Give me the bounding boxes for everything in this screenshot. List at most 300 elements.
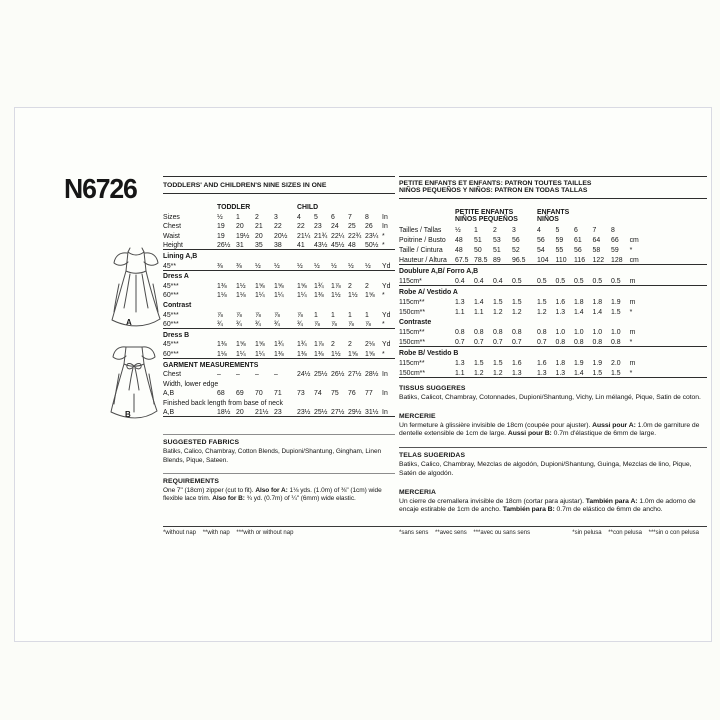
value-cell: 35 [255, 242, 263, 250]
value-cell: 28½ [365, 371, 379, 379]
value-cell: 19 [217, 232, 225, 240]
value-cell: 50½ [365, 242, 379, 250]
value-cell: 0.5 [574, 277, 584, 285]
row-label: Taille / Cintura [399, 246, 443, 254]
table-row [163, 378, 395, 388]
english-column [163, 176, 395, 503]
value-cell: 71 [274, 390, 282, 398]
table-row [163, 319, 395, 329]
table-row [399, 316, 707, 326]
table-row [163, 309, 395, 319]
value-cell: 1 [314, 311, 318, 319]
mercerie-heading: MERCERIE [399, 413, 436, 421]
value-cell: ⅞ [297, 311, 303, 319]
foreign-table-body [399, 224, 707, 378]
value-cell: 67.5 [455, 256, 469, 264]
merceria-heading: MERCERIA [399, 488, 437, 496]
value-cell: 1⅞ [314, 341, 324, 349]
value-cell: 0.7 [512, 338, 522, 346]
value-cell: 0.8 [493, 328, 503, 336]
value-cell: 1.9 [611, 298, 621, 306]
value-cell: ⅞ [365, 321, 371, 329]
value-cell: 1¼ [255, 350, 265, 358]
value-cell: 56 [537, 236, 545, 244]
value-cell: 18½ [217, 409, 231, 417]
row-label: 150cm** [399, 338, 426, 346]
value-cell: 1½ [236, 282, 246, 290]
value-cell: ½ [217, 213, 223, 221]
value-cell: 0.4 [493, 277, 503, 285]
value-cell: ⅜ [236, 262, 242, 270]
value-cell: 61 [574, 236, 582, 244]
value-cell: 1⅝ [236, 341, 246, 349]
value-cell: 0.7 [455, 338, 465, 346]
requirements-heading: REQUIREMENTS [163, 477, 219, 485]
table-row [399, 244, 707, 254]
empty-cell [630, 207, 648, 224]
value-cell: 0.4 [474, 277, 484, 285]
value-cell: 27½ [348, 371, 362, 379]
value-cell: 21¾ [314, 232, 328, 240]
value-cell: 0.8 [574, 338, 584, 346]
value-cell: 23¼ [365, 232, 379, 240]
section-heading: Doublure A,B/ Forro A,B [399, 264, 707, 275]
empty-cell [399, 207, 455, 224]
telas-section [399, 447, 707, 477]
value-cell: 21 [255, 223, 263, 231]
value-cell: 3 [274, 213, 278, 221]
group-header-row [399, 207, 707, 224]
group-petite-enfants-es: NIÑOS PEQUEÑOS [455, 216, 518, 224]
unit-cell: * [629, 308, 633, 316]
table-row [399, 234, 707, 244]
value-cell: 20½ [274, 232, 288, 240]
spanish-footnote: *sin pelusa **con pelusa ***sin o con pelusa [572, 530, 699, 536]
requirements-text [163, 487, 395, 503]
value-cell: ½ [365, 262, 371, 270]
text-segment: 0.7m d'élastique de 6mm de large. [551, 430, 657, 438]
value-cell: 1⅜ [274, 350, 284, 358]
row-label: Poitrine / Busto [399, 236, 446, 244]
empty-cell [648, 275, 707, 286]
value-cell: 1 [348, 311, 352, 319]
bold-text-segment: También para A: [585, 497, 638, 505]
unit-cell: * [629, 246, 633, 254]
text-segment: Un cierre de cremallera invisible de 18cm (cortar para ajustar). [399, 497, 586, 505]
row-label: Sizes [163, 213, 180, 221]
mercerie-text [399, 422, 707, 438]
unit-cell: * [382, 292, 385, 300]
empty-cell [648, 306, 707, 316]
value-cell: 1.5 [611, 369, 621, 377]
value-cell: 0.5 [537, 277, 547, 285]
value-cell: 19½ [236, 232, 250, 240]
row-label: 115cm** [399, 328, 425, 336]
value-cell: 8 [611, 226, 615, 234]
value-cell: 0.8 [474, 328, 484, 336]
foreign-title [399, 176, 707, 199]
unit-cell: m [629, 328, 636, 336]
table-row [163, 270, 395, 280]
group-child-label: CHILD [297, 204, 319, 211]
value-cell: 23 [274, 409, 282, 417]
footnote-rule [163, 526, 707, 527]
value-cell: 38 [274, 242, 282, 250]
group-enfants-es: NIÑOS [537, 216, 559, 224]
value-cell: 27½ [331, 409, 345, 417]
empty-cell [648, 296, 707, 306]
english-size-table [163, 201, 395, 417]
value-cell: 1¼ [297, 292, 307, 300]
value-cell: 21¼ [297, 232, 311, 240]
row-label: Chest [163, 223, 182, 231]
value-cell: – [274, 371, 278, 379]
value-cell: 1⅝ [365, 292, 375, 300]
unit-cell: m [629, 298, 636, 306]
unit-cell: Yd [382, 282, 391, 290]
value-cell: 1.0 [574, 328, 584, 336]
value-cell: 75 [331, 390, 339, 398]
foreign-footnote [399, 530, 699, 536]
value-cell: 31 [236, 242, 244, 250]
unit-cell: cm [629, 256, 639, 264]
view-a-label: A [126, 318, 132, 327]
table-row [163, 290, 395, 300]
value-cell: 77 [365, 390, 373, 398]
value-cell: 4 [297, 213, 301, 221]
value-cell: 0.8 [537, 328, 547, 336]
value-cell: 2 [365, 282, 369, 290]
value-cell: ⅞ [236, 311, 242, 319]
value-cell: 58 [592, 246, 601, 254]
row-note: Finished back length from base of neck [163, 399, 283, 407]
value-cell: 53 [493, 236, 501, 244]
value-cell: 1¼ [236, 350, 246, 358]
row-label: 150cm** [399, 308, 426, 316]
value-cell: 1⅝ [365, 350, 375, 358]
bold-text-segment: Aussi pour A: [592, 422, 636, 430]
table-row [399, 326, 707, 336]
tissus-section [399, 385, 707, 402]
unit-cell: * [629, 369, 633, 377]
bold-text-segment: Also for B: [212, 495, 245, 503]
text-segment: 0.7m de elástico de 6mm de ancho. [554, 506, 663, 514]
value-cell: 0.4 [455, 277, 465, 285]
value-cell: 1½ [331, 292, 341, 300]
value-cell: 104 [537, 256, 549, 264]
unit-cell: * [382, 350, 385, 358]
text-segment: Un fermeture à glissière invisible de 18cm (coupée pour ajuster). [399, 422, 593, 430]
value-cell: 1.5 [474, 359, 484, 367]
value-cell: 128 [611, 256, 623, 264]
empty-cell [648, 207, 707, 224]
value-cell: 56 [512, 236, 520, 244]
value-cell: 1.9 [574, 359, 584, 367]
value-cell: 1.5 [493, 359, 503, 367]
value-cell: 1⅜ [217, 282, 227, 290]
merceria-section [399, 489, 707, 514]
value-cell: 1¼ [274, 292, 284, 300]
value-cell: 25½ [314, 409, 328, 417]
value-cell: 21½ [255, 409, 269, 417]
unit-cell [630, 224, 648, 234]
value-cell: 76 [348, 390, 356, 398]
empty-cell [648, 326, 707, 336]
value-cell: 1.2 [537, 308, 547, 316]
value-cell: 2 [493, 226, 497, 234]
value-cell: 1⅜ [217, 341, 227, 349]
dress-a-illustration [104, 244, 168, 330]
value-cell: 56 [574, 246, 582, 254]
row-label: Waist [163, 232, 180, 240]
value-cell: 1.3 [555, 308, 566, 316]
view-b-label: B [125, 410, 131, 419]
value-cell: 1¾ [314, 282, 324, 290]
value-cell: 0.5 [611, 277, 621, 285]
row-label: 150cm** [399, 369, 426, 377]
section-heading: Dress B [163, 329, 395, 339]
value-cell: 1¾ [274, 341, 284, 349]
value-cell: 26½ [217, 242, 231, 250]
value-cell: ⅞ [217, 311, 223, 319]
table-row [163, 339, 395, 349]
suggested-fabrics-heading: SUGGESTED FABRICS [163, 439, 240, 447]
text-segment: 1⅛ yds. (1.0m) of ⅜" (1cm) wide flexible lace trim. [163, 486, 382, 503]
row-label: 115cm* [399, 277, 422, 285]
value-cell: 122 [592, 256, 605, 264]
value-cell: ½ [255, 262, 261, 270]
value-cell: 1.4 [592, 308, 603, 316]
unit-cell: m [629, 359, 636, 367]
dress-a-sketch [104, 244, 168, 330]
bold-text-segment: Aussi pour B: [507, 430, 552, 438]
value-cell: 1⅛ [217, 350, 227, 358]
value-cell: 116 [574, 256, 586, 264]
value-cell: 5 [314, 213, 318, 221]
value-cell: 73 [297, 390, 305, 398]
value-cell: 1.9 [592, 359, 603, 367]
suggested-fabrics-section [163, 434, 395, 464]
table-row [399, 224, 707, 234]
value-cell: 6 [574, 226, 578, 234]
value-cell: 64 [592, 236, 601, 244]
value-cell: 6 [331, 213, 335, 221]
value-cell: 31½ [365, 409, 379, 417]
section-heading: Robe A/ Vestido A [399, 285, 707, 296]
row-label: Height [163, 242, 183, 250]
table-row [163, 369, 395, 379]
value-cell: 54 [537, 246, 545, 254]
group-toddler-label: TODDLER [217, 204, 251, 211]
value-cell: ¾ [217, 321, 223, 329]
value-cell: 1.0 [592, 328, 603, 336]
foreign-size-table [399, 207, 707, 378]
section-heading: Robe B/ Vestido B [399, 346, 707, 357]
tissus-heading: TISSUS SUGGERES [399, 384, 466, 392]
value-cell: 1.6 [512, 359, 522, 367]
value-cell: 0.7 [537, 338, 547, 346]
value-cell: ⅞ [314, 321, 320, 329]
value-cell: 74 [314, 390, 322, 398]
value-cell: 1.1 [474, 308, 484, 316]
unit-cell: * [382, 232, 385, 240]
table-row [163, 230, 395, 240]
row-label: 45*** [163, 282, 179, 290]
value-cell: 0.5 [555, 277, 566, 285]
table-row [163, 211, 395, 221]
value-cell: 0.8 [455, 328, 465, 336]
value-cell: 1 [236, 213, 240, 221]
unit-cell: Yd [382, 311, 391, 319]
value-cell: 20 [236, 409, 244, 417]
group-header-row [163, 201, 395, 211]
value-cell: ⅞ [331, 321, 337, 329]
table-row [163, 397, 395, 407]
unit-cell: Yd [382, 262, 391, 270]
table-row [163, 250, 395, 260]
value-cell: 24 [331, 223, 339, 231]
section-heading: Dress A [163, 270, 395, 280]
value-cell: 1.0 [555, 328, 566, 336]
row-label: Tailles / Tallas [399, 226, 442, 234]
unit-cell: In [382, 223, 388, 231]
value-cell: 1.4 [574, 369, 584, 377]
value-cell: 48 [348, 242, 356, 250]
tissus-text: Batiks, Calicot, Chambray, Cotonnades, Dupioni/Shantung, Vichy, Lin mélangé, Pique, Satin de coton. [399, 393, 701, 401]
unit-cell: cm [629, 236, 639, 244]
value-cell: 1.3 [537, 369, 547, 377]
value-cell: 0.7 [474, 338, 484, 346]
value-cell: 25½ [314, 371, 328, 379]
value-cell: 59 [555, 236, 564, 244]
value-cell: ¾ [297, 321, 303, 329]
value-cell: 0.5 [512, 277, 522, 285]
value-cell: 51 [493, 246, 501, 254]
value-cell: 50 [474, 246, 482, 254]
french-spanish-column [399, 176, 707, 514]
value-cell: 1⅝ [255, 341, 265, 349]
value-cell: 22¼ [331, 232, 345, 240]
value-cell: 1.4 [474, 298, 484, 306]
value-cell: 1.1 [455, 369, 465, 377]
value-cell: 48 [455, 246, 463, 254]
value-cell: 1 [474, 226, 478, 234]
value-cell: 1⅝ [274, 282, 284, 290]
value-cell: 1.2 [474, 369, 484, 377]
empty-cell [648, 224, 707, 234]
value-cell: 5 [555, 226, 560, 234]
value-cell: 1¼ [255, 292, 265, 300]
table-row [163, 407, 395, 417]
value-cell: 20 [255, 232, 263, 240]
telas-heading: TELAS SUGERIDAS [399, 452, 466, 460]
unit-cell: In [382, 390, 388, 398]
value-cell: 1.3 [455, 359, 465, 367]
mercerie-section [399, 413, 707, 438]
english-footnote: *without nap **with nap ***with or without nap [163, 530, 294, 536]
section-heading: Contrast [163, 301, 192, 309]
value-cell: 23 [314, 223, 322, 231]
value-cell: 7 [348, 213, 352, 221]
value-cell: ½ [314, 262, 320, 270]
value-cell: ¾ [236, 321, 242, 329]
value-cell: ¾ [274, 321, 280, 329]
value-cell: 1.5 [592, 369, 603, 377]
text-segment: One 7" (18cm) zipper (cut to fit). [163, 486, 256, 494]
value-cell: ½ [455, 226, 461, 234]
value-cell: 1.3 [512, 369, 522, 377]
value-cell: 3 [512, 226, 516, 234]
value-cell: 45½ [331, 242, 345, 250]
table-row [399, 357, 707, 367]
value-cell: 1.6 [555, 298, 566, 306]
value-cell: 51 [474, 236, 482, 244]
table-row [163, 388, 395, 398]
empty-cell [163, 201, 217, 211]
value-cell: 59 [611, 246, 619, 254]
value-cell: 1⅜ [297, 350, 307, 358]
value-cell: 8 [365, 213, 369, 221]
value-cell: 24½ [297, 371, 311, 379]
empty-cell [382, 201, 395, 211]
value-cell: 0.7 [493, 338, 503, 346]
table-row [399, 296, 707, 306]
value-cell: 1.2 [493, 308, 503, 316]
value-cell: – [236, 371, 240, 379]
value-cell: 1⅜ [314, 292, 324, 300]
value-cell: 0.8 [611, 338, 621, 346]
value-cell: 68 [217, 390, 225, 398]
value-cell: 78.5 [474, 256, 488, 264]
section-heading: Contraste [399, 318, 432, 326]
value-cell: 25 [348, 223, 356, 231]
table-row [163, 329, 395, 339]
value-cell: 1⅝ [348, 350, 358, 358]
value-cell: 96.5 [512, 256, 526, 264]
empty-cell [648, 336, 707, 347]
value-cell: 1¾ [297, 341, 307, 349]
value-cell: ½ [348, 262, 354, 270]
dress-b-sketch [102, 340, 166, 422]
table-row [399, 336, 707, 347]
row-label: 45*** [163, 341, 179, 349]
value-cell: 52 [512, 246, 520, 254]
value-cell: 1.4 [574, 308, 584, 316]
empty-cell [648, 367, 707, 378]
group-enfants [537, 207, 630, 224]
empty-cell [648, 254, 707, 265]
value-cell: 1.3 [455, 298, 465, 306]
section-heading: GARMENT MEASUREMENTS [163, 358, 395, 368]
value-cell: ½ [274, 262, 280, 270]
value-cell: 26 [365, 223, 373, 231]
row-label: 45*** [163, 311, 179, 319]
value-cell: 66 [611, 236, 619, 244]
english-title: TODDLERS' AND CHILDREN'S NINE SIZES IN ONE [163, 176, 395, 194]
row-label: Chest [163, 371, 182, 379]
value-cell: 2 [348, 282, 352, 290]
row-label: 45** [163, 262, 177, 270]
value-cell: 22 [274, 223, 282, 231]
value-cell: 2 [348, 341, 352, 349]
value-cell: 48 [455, 236, 463, 244]
value-cell: 20 [236, 223, 244, 231]
group-petite-enfants [455, 207, 531, 224]
value-cell: 1.8 [592, 298, 603, 306]
row-label: 115cm** [399, 359, 425, 367]
value-cell: ¾ [255, 321, 261, 329]
value-cell: 1.8 [555, 359, 566, 367]
